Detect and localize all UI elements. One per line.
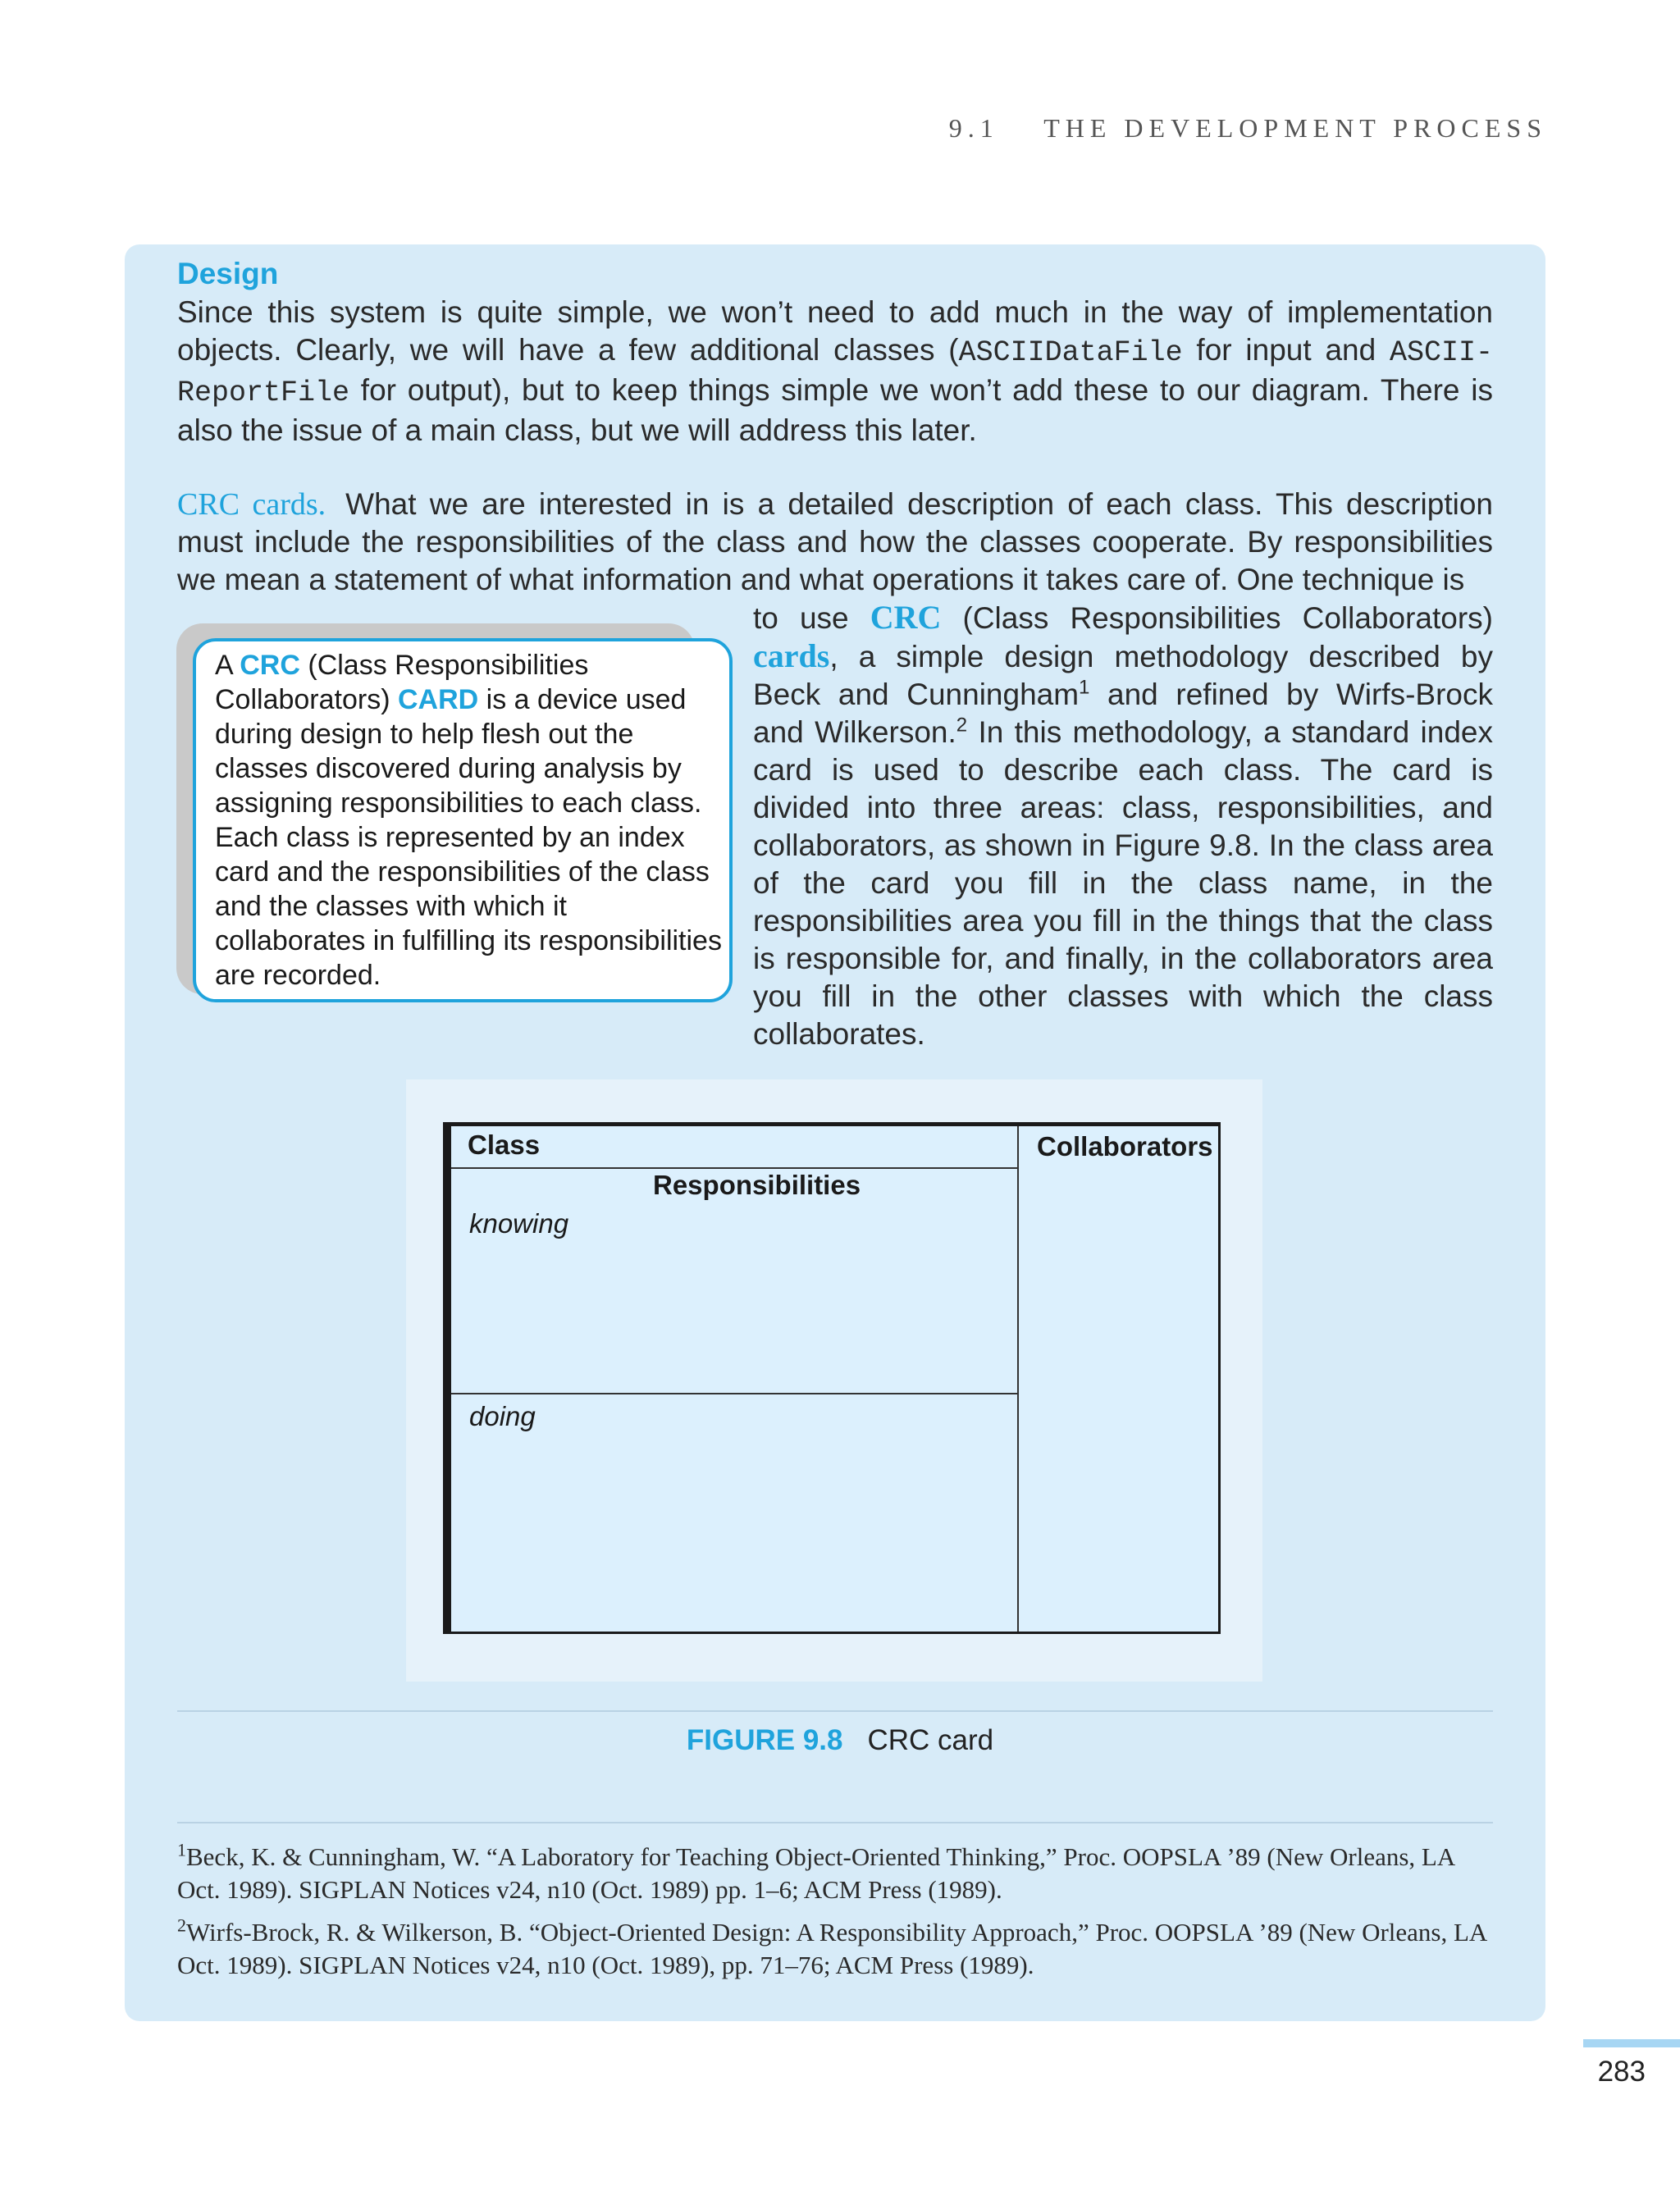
class-divider-horizontal — [451, 1167, 1017, 1169]
footnote-2 — [177, 1916, 1493, 1982]
section-title: THE DEVELOPMENT PROCESS — [1043, 113, 1547, 143]
card-collaborators-label: Collaborators — [1037, 1131, 1213, 1162]
page-number: 283 — [1597, 2056, 1646, 2088]
figure-rule — [177, 1710, 1493, 1712]
knowing-doing-divider — [451, 1393, 1017, 1394]
card-knowing-label: knowing — [469, 1208, 569, 1239]
figure-number: FIGURE 9.8 — [686, 1724, 843, 1756]
card-doing-label: doing — [469, 1401, 536, 1431]
section-number: 9.1 — [948, 113, 999, 143]
text-run: to use — [753, 601, 870, 635]
definition-text — [215, 648, 724, 993]
figure-caption-text: CRC card — [867, 1724, 994, 1756]
crc-card — [443, 1122, 1221, 1634]
keyword-cards: cards — [753, 637, 830, 674]
crc-detail-paragraph — [753, 599, 1493, 1053]
running-head — [949, 113, 1547, 144]
text-run: (Class Responsibilities Collaborators) — [215, 650, 589, 715]
footnote-2-number: 2 — [177, 1915, 186, 1936]
crc-intro-paragraph — [177, 486, 1493, 599]
figure-caption — [0, 1724, 1680, 1757]
footnote-1-text: Beck, K. & Cunningham, W. “A Laboratory for Teaching Object-Oriented Thinking,” Proc. OOPSLA ’89 (New Orleans, LA Oct. 1989). SIGPLAN Notices v24, n10 (Oct. 1989) pp. 1–6; ACM Press (1989). — [177, 1842, 1454, 1904]
footnote-1 — [177, 1841, 1493, 1906]
text-run: and refined by Wirfs-Brock and Wilkerson. — [753, 678, 1493, 749]
text-run: is a device used during design to help flesh out the classes discovered during analysis by assigning responsibilities to each class. Each class is represented by an index card and the responsibilities of the class and the classes with which it collaborates in fulfilling its responsibilities are recorded. — [215, 684, 722, 991]
crc-runin-heading: CRC cards. — [177, 487, 326, 522]
design-paragraph — [177, 294, 1493, 450]
code-ascii-data-file: ASCIIDataFile — [958, 336, 1183, 369]
footnote-1-number: 1 — [177, 1839, 186, 1860]
card-responsibilities-label: Responsibilities — [653, 1170, 861, 1200]
design-heading: Design — [177, 257, 279, 290]
keyword-crc: CRC — [870, 599, 942, 636]
definition-term-crc: CRC — [240, 650, 300, 681]
page-tab — [1583, 2039, 1680, 2047]
footnote-2-text: Wirfs-Brock, R. & Wilkerson, B. “Object-Oriented Design: A Responsibility Approach,” Proc. OOPSLA ’89 (New Orleans, LA Oct. 1989). SIGPLAN Notices v24, n10 (Oct. 1989), pp. 71–76; ACM Press (1989). — [177, 1918, 1486, 1979]
text-run: for input and — [1182, 333, 1390, 367]
text-run: A — [215, 650, 240, 681]
text-run: for output), but to keep things simple we won’t add these to our diagram. There is also the issue of a main class, but we will address this later. — [177, 373, 1493, 447]
text-run: , a simple design methodology described by Beck and Cunningham — [753, 640, 1493, 711]
text-run: Since this system is quite simple, we won’t need to add much in the way of implementation objects. Clearly, we will have a few additional classes ( — [177, 295, 1493, 367]
code-ascii-report-file: ASCII-ReportFile — [177, 336, 1494, 409]
footnote-ref-2: 2 — [956, 714, 968, 737]
collaborators-divider-vertical — [1017, 1126, 1019, 1632]
definition-term-card: CARD — [397, 684, 479, 715]
text-run: In this methodology, a standard index card is used to describe each class. The card is divided into three areas: class, responsibilities, and collaborators, as shown in Figure 9.8. In the class area of the card you fill in the class name, in the responsibilities area you fill in the things that the class is responsible for, and finally, in the collaborators area you fill in the other classes with which the class collaborates. — [753, 715, 1493, 1051]
card-class-label: Class — [468, 1130, 541, 1160]
text-run: (Class Responsibilities Collaborators) — [941, 601, 1493, 635]
footnote-rule — [177, 1822, 1493, 1823]
footnote-ref-1: 1 — [1079, 676, 1090, 699]
text-run: What we are interested in is a detailed description of each class. This description must include the responsibilities of the class and how the classes cooperate. By responsibilities we mean a statement of what information and what operations it takes care of. One technique is — [177, 487, 1493, 596]
